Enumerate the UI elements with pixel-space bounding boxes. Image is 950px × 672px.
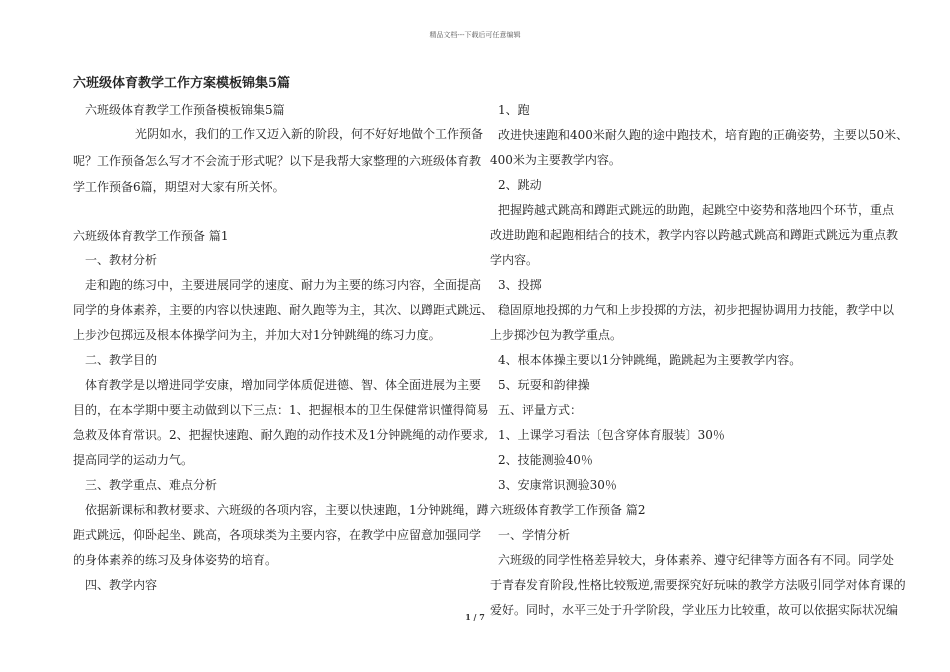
text-line: 五、评量方式： — [498, 403, 583, 417]
text-line: 体育教学是以增进同学安康，增加同学体质促进德、智、体全面进展为主要 — [85, 378, 482, 392]
text-line: 爱好。同时，水平三处于升学阶段，学业压力比较重，故可以依据实际状况编 — [490, 603, 899, 617]
text-line: 上步掷沙包为教学重点。 — [490, 328, 623, 342]
text-line: 急救及体育常识。2、把握快速跑、耐久跑的动作技术及1分钟跳绳的动作要求, — [73, 428, 489, 442]
page-header: 精品文档---下载后可任意编辑 — [429, 31, 521, 39]
text-line: 把握跨越式跳高和蹲距式跳远的助跑，起跳空中姿势和落地四个环节，重点 — [498, 203, 895, 217]
document-title: 六班级体育教学工作方案模板锦集5篇 — [73, 76, 291, 91]
text-line: 依据新课标和教材要求、六班级的各项内容，主要以快速跑，1分钟跳绳，蹲 — [85, 503, 489, 517]
text-line: 六班级体育教学工作预备模板锦集5篇 — [85, 103, 285, 117]
text-line: 4、根本体操主要以1分钟跳绳，跪跳起为主要教学内容。 — [498, 353, 802, 367]
text-line: 四、教学内容 — [85, 578, 158, 592]
text-line: 六班级体育教学工作预备 篇2 — [490, 503, 646, 517]
text-line: 走和跑的练习中，主要进展同学的速度、耐力为主要的练习内容，全面提高 — [85, 278, 482, 292]
text-line: 1、跑 — [498, 103, 530, 117]
text-line: 三、教学重点、难点分析 — [85, 478, 218, 492]
text-line: 上步沙包掷远及根本体操学问为主，并加大对1分钟跳绳的练习力度。 — [73, 328, 441, 342]
text-line: 稳固原地投掷的力气和上步投掷的方法，初步把握协调用力技能，教学中以 — [498, 303, 895, 317]
text-line: 3、安康常识测验30％ — [498, 478, 617, 492]
text-line: 呢？工作预备怎么写才不会流于形式呢？以下是我帮大家整理的六班级体育教 — [73, 154, 482, 168]
text-line: 目的，在本学期中要主动做到以下三点：1、把握根本的卫生保健常识懂得简易 — [73, 403, 489, 417]
text-line: 一、教材分析 — [85, 253, 158, 267]
text-line: 距式跳远，仰卧起坐、跳高，各项球类为主要内容，在教学中应留意加强同学 — [73, 528, 482, 542]
text-line: 二、教学目的 — [85, 353, 158, 367]
text-line: 六班级的同学性格差异较大，身体素养、遵守纪律等方面各有不同。同学处 — [498, 553, 895, 567]
text-line: 一、学情分析 — [498, 528, 571, 542]
text-line: 光阴如水，我们的工作又迈入新的阶段，何不好好地做个工作预备 — [135, 127, 484, 141]
text-line: 2、技能测验40％ — [498, 453, 593, 467]
text-line: 3、投掷 — [498, 278, 542, 292]
text-line: 改进助跑和起跑相结合的技术，教学内容以跨越式跳高和蹲距式跳远为重点教 — [490, 228, 899, 242]
text-line: 于青春发育阶段,性格比较叛逆,需要探究好玩味的教学方法吸引同学对体育课的 — [490, 578, 906, 592]
text-line: 六班级体育教学工作预备 篇1 — [73, 229, 229, 243]
text-line: 5、玩耍和韵律操 — [498, 378, 590, 392]
text-line: 改进快速跑和400米耐久跑的途中跑技术，培育跑的正确姿势，主要以50米、 — [498, 128, 909, 142]
text-line: 同学的身体素养，主要的内容以快速跑、耐久跑等为主，其次、以蹲距式跳远、 — [73, 303, 494, 317]
text-line: 的身体素养的练习及身体姿势的培育。 — [73, 553, 278, 567]
page-number: 1 / 7 — [465, 612, 485, 622]
text-line: 提高同学的运动力气。 — [73, 453, 194, 467]
text-line: 学工作预备6篇，期望对大家有所关怀。 — [73, 180, 285, 194]
text-line: 400米为主要教学内容。 — [490, 153, 621, 167]
text-line: 2、跳动 — [498, 178, 542, 192]
text-line: 1、上课学习看法〔包含穿体育服装〕30％ — [498, 428, 725, 442]
text-line: 学内容。 — [490, 253, 539, 267]
